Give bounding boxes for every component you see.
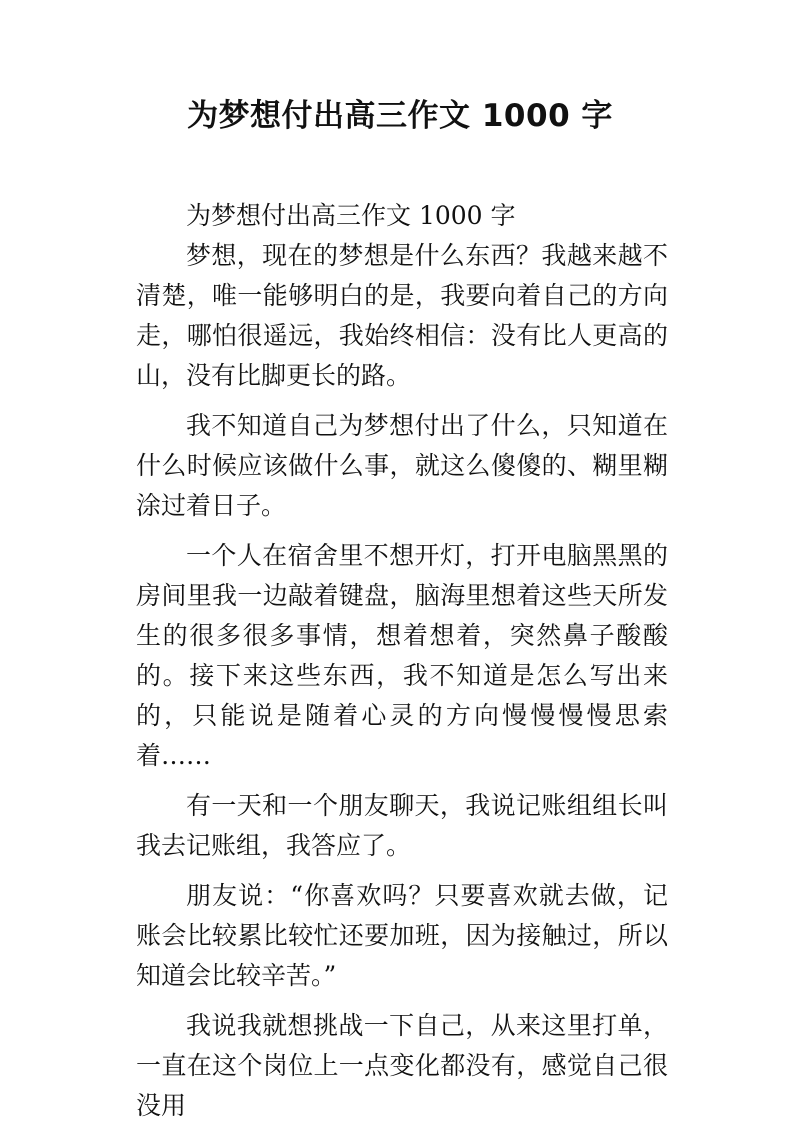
body-paragraph: 梦想，现在的梦想是什么东西？我越来越不清楚，唯一能够明白的是，我要向着自己的方向走，哪怕很遥远，我始终相信：没有比人更高的山，没有比脚更长的路。 xyxy=(136,241,668,390)
body-paragraph: 一个人在宿舍里不想开灯，打开电脑黑黑的房间里我一边敲着键盘，脑海里想着这些天所发生的很多很多事情，想着想着，突然鼻子酸酸的。接下来这些东西，我不知道是怎么写出来的，只能说是随着心灵的方向慢慢慢慢思索着…… xyxy=(136,541,668,770)
body-paragraph: 我说我就想挑战一下自己，从来这里打单，一直在这个岗位上一点变化都没有，感觉自己很没用 xyxy=(136,1011,668,1120)
body-paragraph: 朋友说：“你喜欢吗？只要喜欢就去做，记账会比较累比较忙还要加班，因为接触过，所以知道会比较辛苦。” xyxy=(136,881,668,990)
document-title: 为梦想付出高三作文 1000 字 xyxy=(187,98,613,134)
subtitle-paragraph: 为梦想付出高三作文 1000 字 xyxy=(186,201,516,230)
body-paragraph: 有一天和一个朋友聊天，我说记账组组长叫我去记账组，我答应了。 xyxy=(136,791,668,860)
body-paragraph: 我不知道自己为梦想付出了什么，只知道在什么时候应该做什么事，就这么傻傻的、糊里糊涂过着日子。 xyxy=(136,411,668,520)
document-body xyxy=(136,196,668,1136)
